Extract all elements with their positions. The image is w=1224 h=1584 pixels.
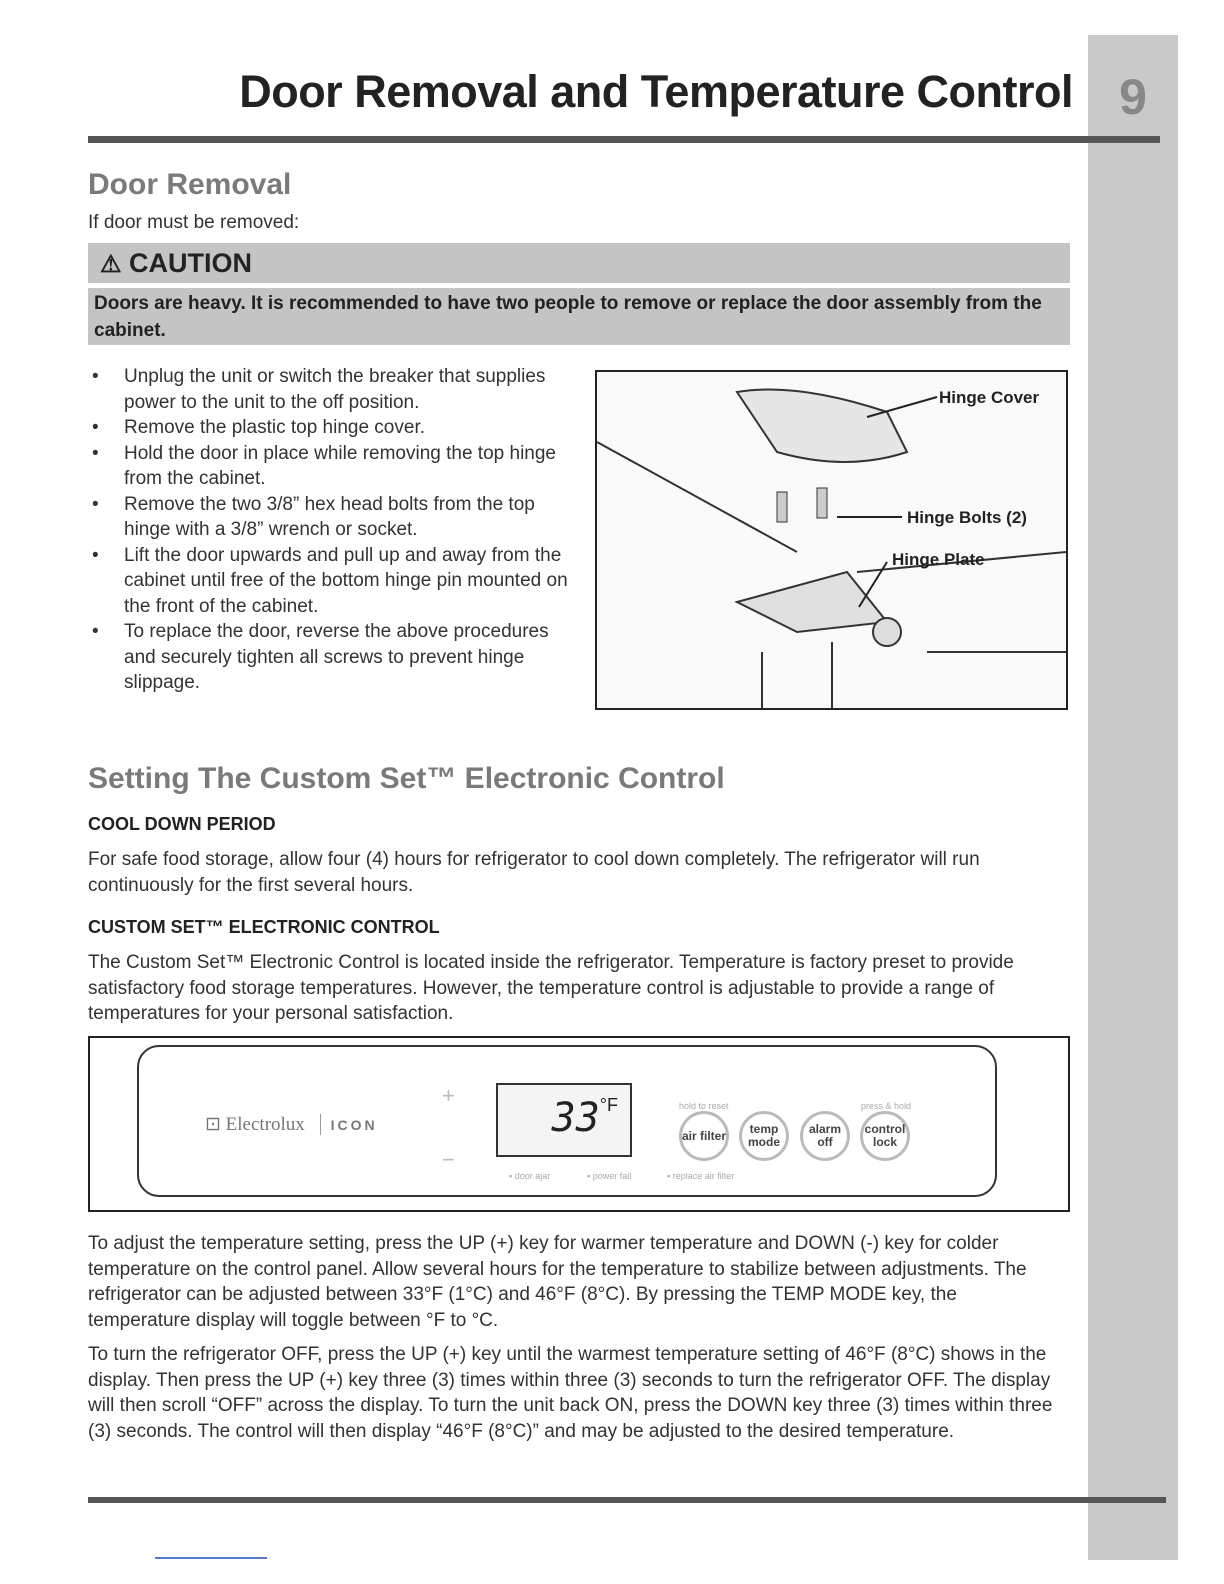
door-removal-heading: Door Removal bbox=[88, 168, 292, 201]
page-number: 9 bbox=[1119, 69, 1147, 125]
header-rule bbox=[88, 136, 1160, 143]
temperature-display bbox=[496, 1083, 632, 1157]
alarm-off-button[interactable]: alarm off bbox=[800, 1111, 850, 1161]
replace-filter-indicator: ▪ replace air filter bbox=[667, 1171, 735, 1181]
brand-name: Electrolux bbox=[225, 1114, 305, 1135]
footer-line bbox=[155, 1557, 267, 1559]
page-title: Door Removal and Temperature Control bbox=[239, 66, 1073, 117]
up-key[interactable]: + bbox=[442, 1083, 455, 1108]
hinge-bolts-label: Hinge Bolts (2) bbox=[907, 508, 1027, 527]
caution-message: Doors are heavy. It is recommended to have two people to remove or replace the door assembly from the cabinet. bbox=[88, 288, 1070, 345]
cool-down-heading: COOL DOWN PERIOD bbox=[88, 814, 276, 834]
list-item: • Remove the two 3/8” hex head bolts from the top hinge with a 3/8” wrench or socket. bbox=[88, 492, 578, 543]
brand-logo bbox=[205, 1113, 378, 1136]
side-tab bbox=[1088, 35, 1178, 1560]
press-hold-label: press & hold bbox=[861, 1101, 912, 1111]
control-heading: Setting The Custom Set™ Electronic Control bbox=[88, 762, 725, 795]
hold-to-reset-label: hold to reset bbox=[679, 1101, 729, 1111]
hinge-plate-label: Hinge Plate bbox=[892, 550, 985, 569]
list-item: • Lift the door upwards and pull up and away from the cabinet until free of the bottom hinge pin mounted on the front of the cabinet. bbox=[88, 543, 578, 620]
indicator-label: replace air filter bbox=[672, 1171, 735, 1181]
display-unit: °F bbox=[599, 1095, 618, 1115]
hinge-illustration bbox=[597, 372, 1066, 708]
indicator-label: power fail bbox=[592, 1171, 632, 1181]
intro-text: If door must be removed: bbox=[88, 212, 300, 233]
list-item: • To replace the door, reverse the above procedures and securely tighten all screws to prevent hinge slippage. bbox=[88, 619, 578, 696]
temp-mode-button[interactable]: temp mode bbox=[739, 1111, 789, 1161]
list-item: • Remove the plastic top hinge cover. bbox=[88, 415, 578, 441]
hinge-cover-label: Hinge Cover bbox=[939, 388, 1040, 407]
list-item: • Hold the door in place while removing the top hinge from the cabinet. bbox=[88, 441, 578, 492]
off-text: To turn the refrigerator OFF, press the UP (+) key until the warmest temperature setting of 46°F (8°C) shows in the display. Then press the UP (+) key three (3) times within three (3) seconds to turn the refrigerator OFF. The display will then scroll “OFF” across the display. To turn the unit back ON, press the DOWN key three (3) times within three (3) seconds. The control will then display “46°F (8°C)” and may be adjusted to the desired temperature. bbox=[88, 1344, 1053, 1442]
list-item: • Unplug the unit or switch the breaker that supplies power to the unit to the off position. bbox=[88, 364, 578, 415]
caution-label: CAUTION bbox=[129, 248, 253, 278]
control-lock-button[interactable]: control lock bbox=[860, 1111, 910, 1161]
air-filter-button[interactable]: air filter bbox=[679, 1111, 729, 1161]
display-value: 33 bbox=[551, 1095, 600, 1141]
hinge-diagram bbox=[595, 370, 1068, 710]
warning-icon: ⚠ bbox=[100, 251, 122, 278]
custom-set-text: The Custom Set™ Electronic Control is located inside the refrigerator. Temperature is factory preset to provide satisfactory food storage temperatures. However, the temperature control is adjustable to provide a range of temperatures for your personal satisfaction. bbox=[88, 952, 1014, 1024]
footer-rule bbox=[88, 1497, 1166, 1503]
power-fail-indicator: ▪ power fail bbox=[587, 1171, 632, 1181]
adjust-text: To adjust the temperature setting, press the UP (+) key for warmer temperature and DOWN (-) key for colder temperature on the control panel. Allow several hours for the temperature to stabilize between adjustments. The refrigerator can be adjusted between 33°F (1°C) and 46°F (8°C). By pressing the TEMP MODE key, the temperature display will toggle between °F to °C. bbox=[88, 1233, 1027, 1331]
model-name: ICON bbox=[330, 1117, 378, 1133]
indicator-label: door ajar bbox=[514, 1171, 551, 1181]
cool-down-text: For safe food storage, allow four (4) hours for refrigerator to cool down completely. The refrigerator will run continuously for the first several hours. bbox=[88, 849, 980, 896]
steps-list bbox=[88, 364, 578, 696]
caution-bar bbox=[88, 243, 1070, 283]
electrolux-icon: ⊡ bbox=[205, 1114, 226, 1135]
custom-set-heading: CUSTOM SET™ ELECTRONIC CONTROL bbox=[88, 917, 440, 937]
down-key[interactable]: − bbox=[442, 1147, 455, 1172]
door-ajar-indicator: ▪ door ajar bbox=[509, 1171, 551, 1181]
control-panel bbox=[137, 1045, 997, 1197]
